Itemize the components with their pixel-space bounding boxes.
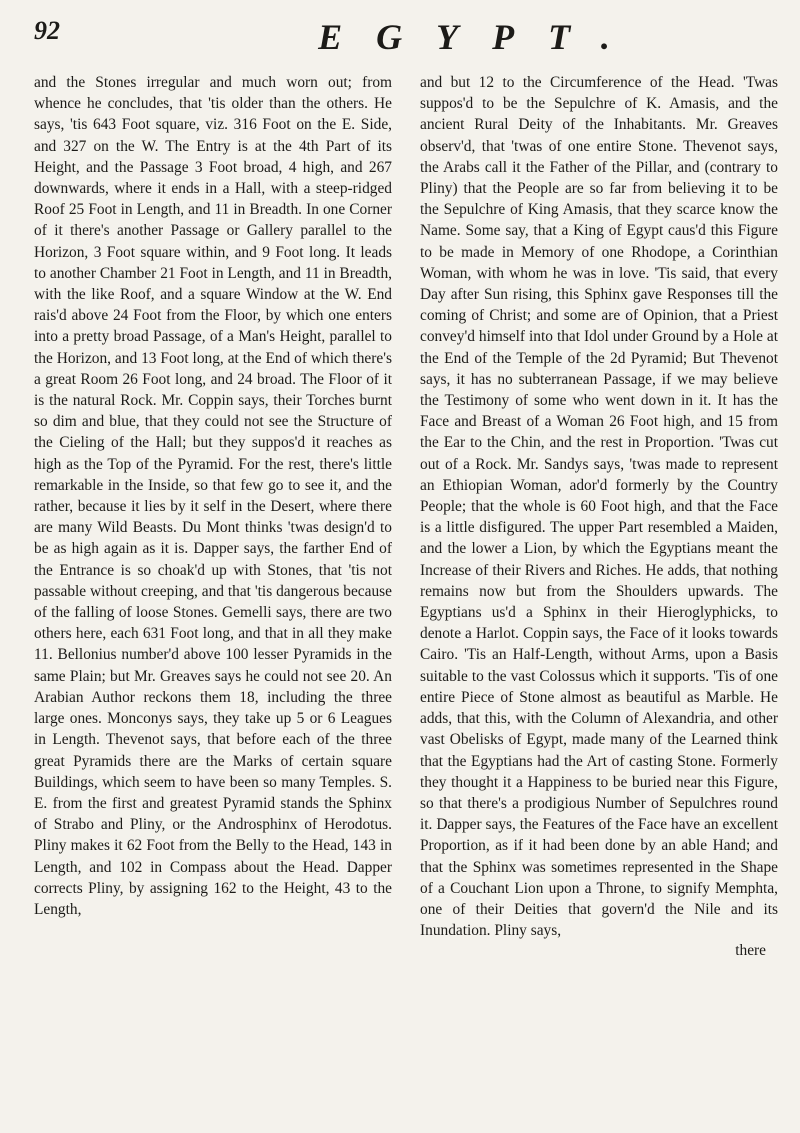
right-column: and but 12 to the Circumference of the Head. 'Twas suppos'd to be the Sepulchre of K. Amasis, and the ancient Rural Deity of the Inhabitants. Mr. Greaves observ'd, that 'twas of one entire Stone. Thevenot says, the Arabs call it the Father of the Pillar, and (contrary to Pliny) that the People are so far from believing it to be the Sepulchre of King Amasis, that they scarce know the Name. Some say, that a King of Egypt caus'd this Figure to be made in Memory of one Rhodope, a Corinthian Woman, with whom he was in love. 'Tis said, that every Day after Sun rising, this Sphinx gave Responses till the coming of Christ; and some are of Opinion, that a Priest convey'd himself into that Idol under Ground by a Hole at the End of the Temple of the 2d Pyramid; But Thevenot says, it has no subterranean Passage, if we may believe the Testimony of some who went down in it. It has the Face and Breast of a Woman 26 Foot high, and 15 from the Ear to the Chin, and the rest in Proportion. 'Twas cut out of a Rock. Mr. Sandys says, 'twas made to represent an Ethiopian Woman, ador'd formerly by the Country People; that the whole is 60 Foot high, and that the Face is a little disfigured. The upper Part resembled a Maiden, and the lower a Lion, by which the Egyptians meant the Increase of their Rivers and Riches. He adds, that nothing remains now but from the Shoulders upwards. The Egyptians us'd a Sphinx in their Hieroglyphicks, to denote a Harlot. Coppin says, the Face of it looks towards Cairo. 'Tis an Half-Length, without Arms, upon a Basis suitable to the vast Colossus which it supports. 'Tis of one entire Piece of Stone almost as beautiful as Marble. He adds, that this, with the Column of Alexandria, and other vast Obelisks of Egypt, made many of the Learned think that the Egyptians had the Art of casting Stone. Formerly they thought it a Happiness to be buried near this Figure, so that there's a prodigious Number of Sepulchres round it. Dapper says, the Features of the Face have an excellent Proportion, as if it had been done by an able Hand; and that the Sphinx was sometimes represented in the Shape of a Couchant Lion upon a Throne, to signify Memphta, one of their Deities that govern'd the Nile and its Inundation. Pliny says,: [420, 74, 778, 940]
left-column: and the Stones irregular and much worn out; from whence he concludes, that 'tis older than the others. He says, 'tis 643 Foot square, viz. 316 Foot on the E. Side, and 327 on the W. The Entry is at the 4th Part of its Height, and the Passage 3 Foot broad, 4 high, and 267 downwards, where it ends in a Hall, with a steep-ridged Roof 25 Foot in Length, and 11 in Breadth. In one Corner of it there's another Passage or Gallery parallel to the Horizon, 3 Foot square within, and 9 Foot long. It leads to another Chamber 21 Foot in Length, and 11 in Breadth, with the like Roof, and a square Window at the W. End rais'd above 24 Foot from the Floor, by which one enters into a pretty broad Passage, of a Man's Height, parallel to the Horizon, and 13 Foot long, at the End of which there's a great Room 26 Foot long, and 24 broad. The Floor of it is the natural Rock. Mr. Coppin says, their Torches burnt so dim and blue, that they could not see the Structure of the Cieling of the Hall; but they suppos'd it reaches as high as the Top of the Pyramid. For the rest, there's little remarkable in the Inside, so that few go to see it, and the rather, because it lies by it self in the Desert, where there are many Wild Beasts. Du Mont thinks 'twas design'd to be as high again as it is. Dapper says, the farther End of the Entrance is so choak'd up with Stones, that 'tis not passable without creeping, and that 'tis dangerous because of the falling of loose Stones. Gemelli says, there are two others here, each 631 Foot long, and that in all they make 11. Bellonius number'd above 100 lesser Pyramids in the same Plain; but Mr. Greaves says he could not see 20. An Arabian Author reckons them 18, including the three large ones. Monconys says, they take up 5 or 6 Leagues in Length. Thevenot says, that before each of the three great Pyramids there are the Marks of certain square Buildings, which seem to have been so many Temples. S. E. from the first and greatest Pyramid stands the Sphinx of Strabo and Pliny, or the Androsphinx of Herodotus. Pliny makes it 62 Foot from the Belly to the Head, 143 in Length, and 102 in Compass about the Head. Dapper corrects Pliny, by assigning 162 to the Height, 43 to the Length,: [34, 74, 392, 918]
text-columns: [34, 72, 778, 941]
catchword: there: [735, 942, 766, 960]
page-number: 92: [34, 16, 60, 45]
running-title: EGYPT.: [318, 17, 644, 57]
page-header: [34, 16, 778, 72]
